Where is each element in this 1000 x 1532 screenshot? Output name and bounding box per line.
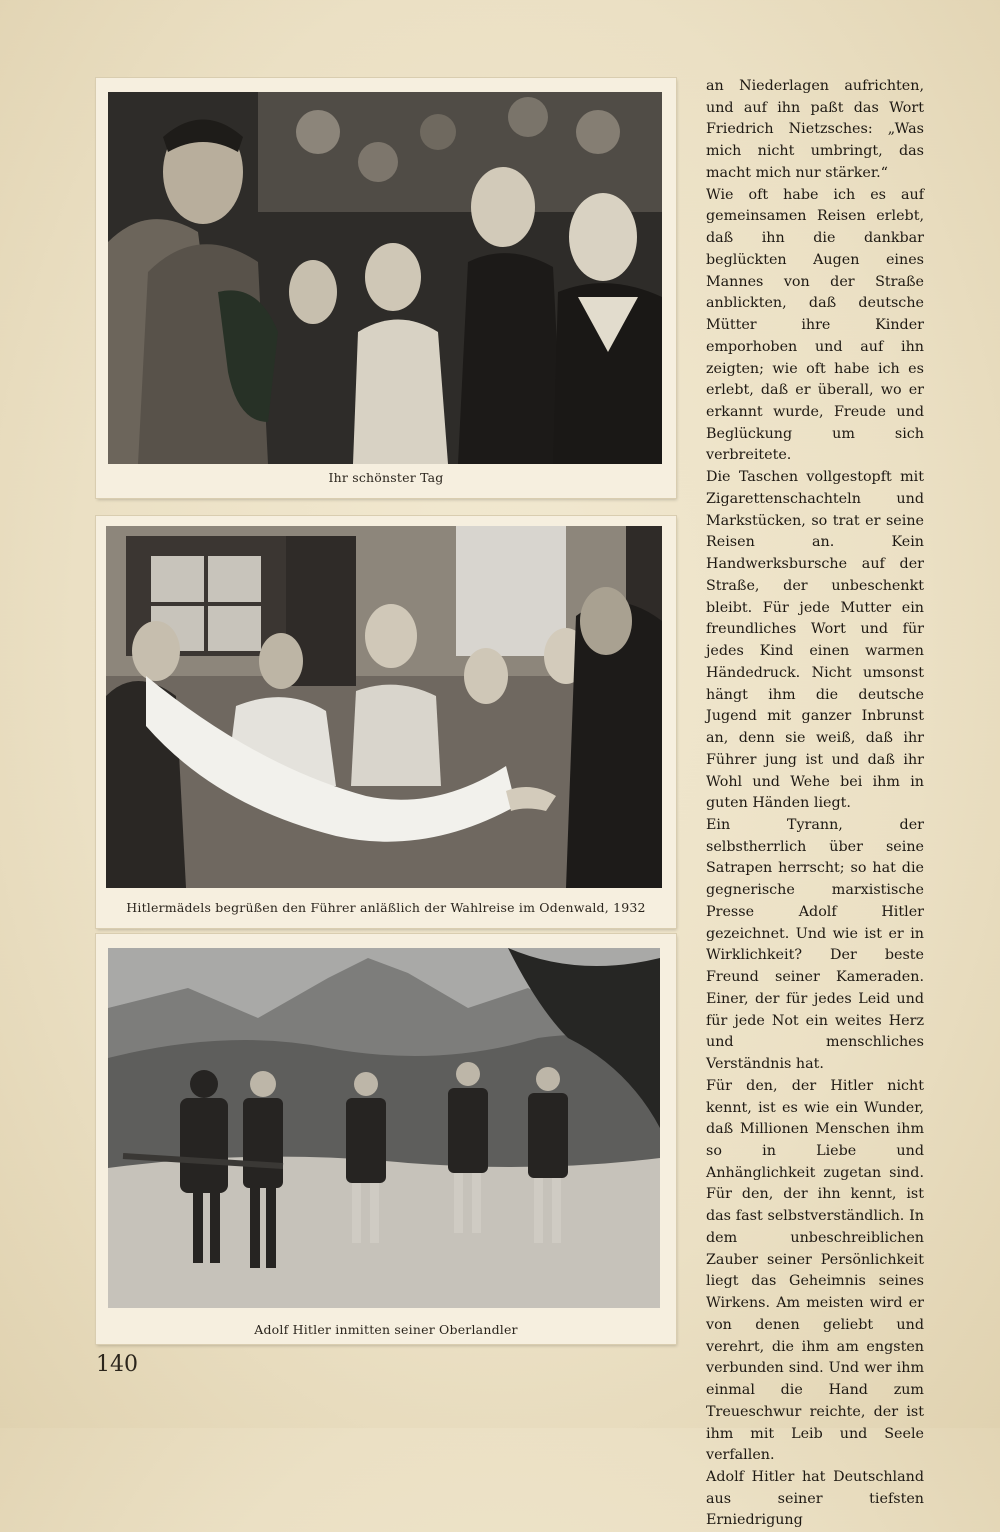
photo-card-1	[96, 78, 676, 498]
paragraph-6: Adolf Hitler hat Deutschland aus seiner tiefsten Erniedrigung	[706, 1469, 924, 1529]
photo-hitler-with-girls-in-dirndl	[108, 92, 662, 464]
photo-card-2	[96, 516, 676, 928]
paragraph-4: Ein Tyrann, der selbstherrlich über seine Satrapen herrscht; so hat die gegnerische marxistische Presse Adolf Hitler gezeichnet. Und wie ist er in Wirklichkeit? Der beste Freund seiner Kameraden. Einer, der für jedes Leid und für jede Not ein weites Herz und menschliches Verständnis hat.	[706, 816, 924, 1073]
paragraph-5: Für den, der Hitler nicht kennt, ist es wie ein Wunder, daß Millionen Menschen ihm so in Liebe und Anhänglichkeit zugetan sind. Für den, der ihn kennt, ist das fast selbstverständlich. In dem unbeschreiblichen Zauber seiner Persönlichkeit liegt das Geheimnis seines Wirkens. Am meisten wird er von denen geliebt und verehrt, die ihm am engsten verbunden sind. Und wer ihm einmal die Hand zum Treueschwur reichte, der ist ihm mit Leib und Seele verfallen.	[706, 1077, 924, 1464]
photo-2-sketch	[106, 526, 662, 888]
paragraph-1: an Niederlagen aufrichten, und auf ihn paßt das Wort Friedrich Nietzsches: „Was mich nicht umbringt, das macht mich nur stärker.“	[706, 78, 924, 181]
paragraph-3: Die Taschen vollgestopft mit Zigarettenschachteln und Markstücken, so trat er seine Reisen an. Kein Handwerksbursche auf der Straße, der unbeschenkt bleibt. Für jede Mutter ein freundliches Wort und für jedes Kind einen warmen Händedruck. Nicht umsonst hängt ihm die deutsche Jugend mit ganzer Inbrunst an, denn sie weiß, daß ihr Führer jung ist und daß ihr Wohl und Wehe bei ihm in guten Händen liegt.	[706, 469, 924, 812]
photo-1-sketch	[108, 92, 662, 464]
photo-card-3	[96, 934, 676, 1344]
figure-2-caption: Hitlermädels begrüßen den Führer anläßlich der Wahlreise im Odenwald, 1932	[126, 900, 646, 915]
paragraph-2: Wie oft habe ich es auf gemeinsamen Reisen erlebt, daß ihn die dankbar beglückten Augen eines Mannes von der Straße anblickten, daß deutsche Mütter ihre Kinder emporhoben und auf ihn zeigten; wie oft habe ich es erlebt, daß er überall, wo er erkannt wurde, Freude und Beglückung um sich verbreitete.	[706, 186, 924, 464]
body-text-column	[706, 76, 924, 1532]
photo-hitler-with-oberlandler-mountains	[108, 948, 660, 1308]
figure-1-caption: Ihr schönster Tag	[328, 470, 444, 485]
photo-3-sketch	[108, 948, 660, 1308]
page-number: 140	[96, 1352, 138, 1377]
figure-3-caption: Adolf Hitler inmitten seiner Oberlandler	[254, 1322, 518, 1337]
photo-girls-greeting-with-flower-garland	[106, 526, 662, 888]
